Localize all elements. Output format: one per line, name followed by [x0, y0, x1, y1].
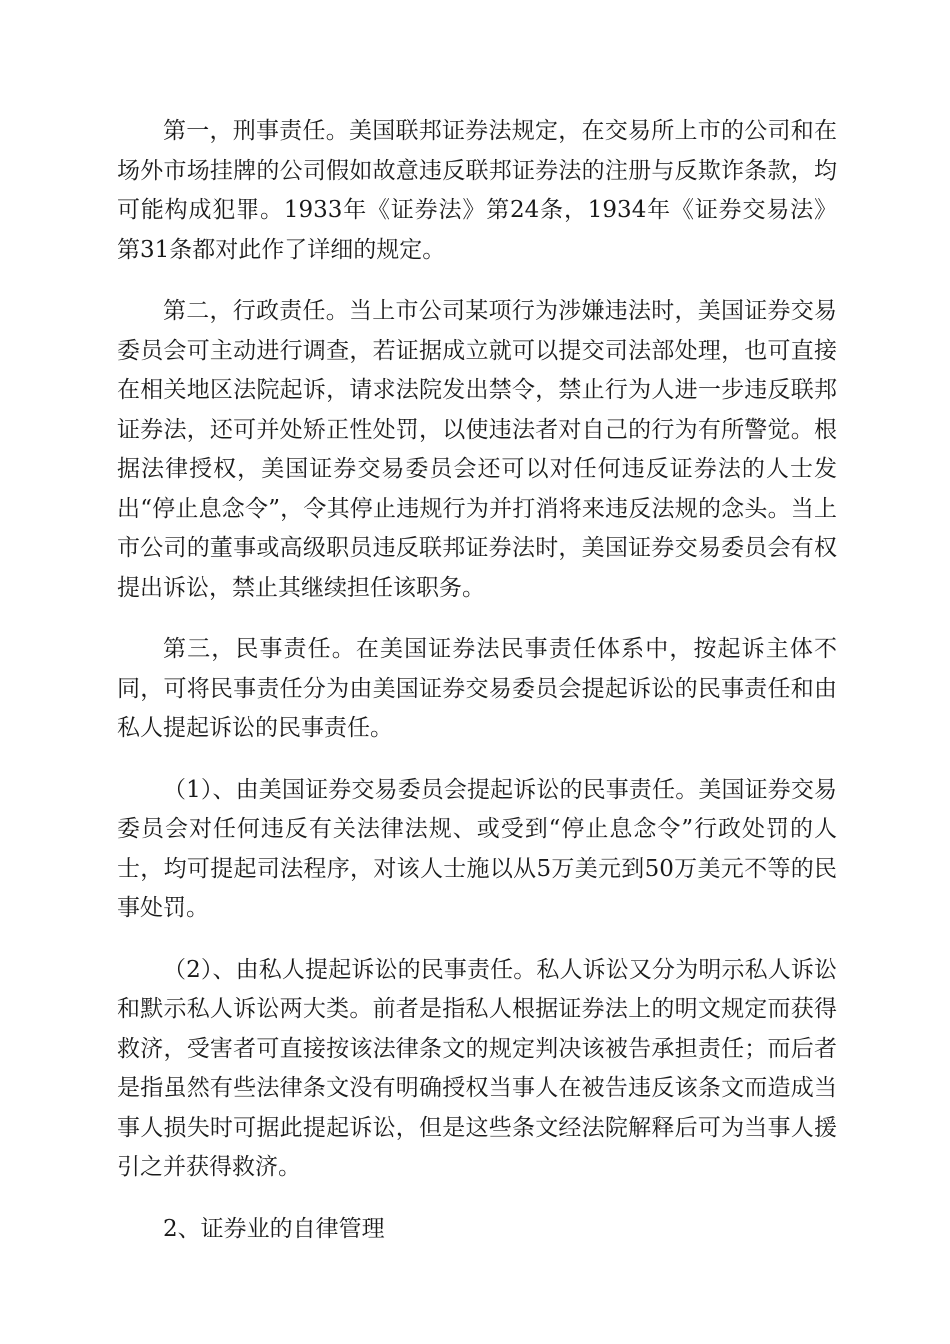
document-body — [117, 112, 837, 1249]
paragraph-private-civil-liability: （2）、由私人提起诉讼的民事责任。私人诉讼又分为明示私人诉讼和默示私人诉讼两大类。前者是指私人根据证券法上的明文规定而获得救济，受害者可直接按该法律条文的规定判决该被告承担责任；而后者是指虽然有些法律条文没有明确授权当事人在被告违反该条文而造成当事人损失时可据此提起诉讼，但是这些条文经法院解释后可为当事人援引之并获得救济。 — [117, 956, 837, 1180]
section-heading: 2、证券业的自律管理 — [163, 1215, 385, 1242]
paragraph-criminal-liability: 第一，刑事责任。美国联邦证券法规定，在交易所上市的公司和在场外市场挂牌的公司假如故意违反联邦证券法的注册与反欺诈条款，均可能构成犯罪。1933年《证券法》第24条，1934年《证券交易法》第31条都对此作了详细的规定。 — [117, 118, 837, 263]
paragraph-civil-liability: 第三，民事责任。在美国证券法民事责任体系中，按起诉主体不同，可将民事责任分为由美国证券交易委员会提起诉讼的民事责任和由私人提起诉讼的民事责任。 — [117, 636, 837, 741]
paragraph-administrative-liability: 第二，行政责任。当上市公司某项行为涉嫌违法时，美国证券交易委员会可主动进行调查，若证据成立就可以提交司法部处理，也可直接在相关地区法院起诉，请求法院发出禁令，禁止行为人进一步违反联邦证券法，还可并处矫正性处罚，以使违法者对自己的行为有所警觉。根据法律授权，美国证券交易委员会还可以对任何违反证券法的人士发出“停止息念令”，令其停止违规行为并打消将来违反法规的念头。当上市公司的董事或高级职员违反联邦证券法时，美国证券交易委员会有权提出诉讼，禁止其继续担任该职务。 — [117, 298, 837, 601]
paragraph-sec-civil-liability: （1）、由美国证券交易委员会提起诉讼的民事责任。美国证券交易委员会对任何违反有关法律法规、或受到“停止息念令”行政处罚的人士，均可提起司法程序，对该人士施以从5万美元到50万美元不等的民事处罚。 — [117, 776, 837, 921]
